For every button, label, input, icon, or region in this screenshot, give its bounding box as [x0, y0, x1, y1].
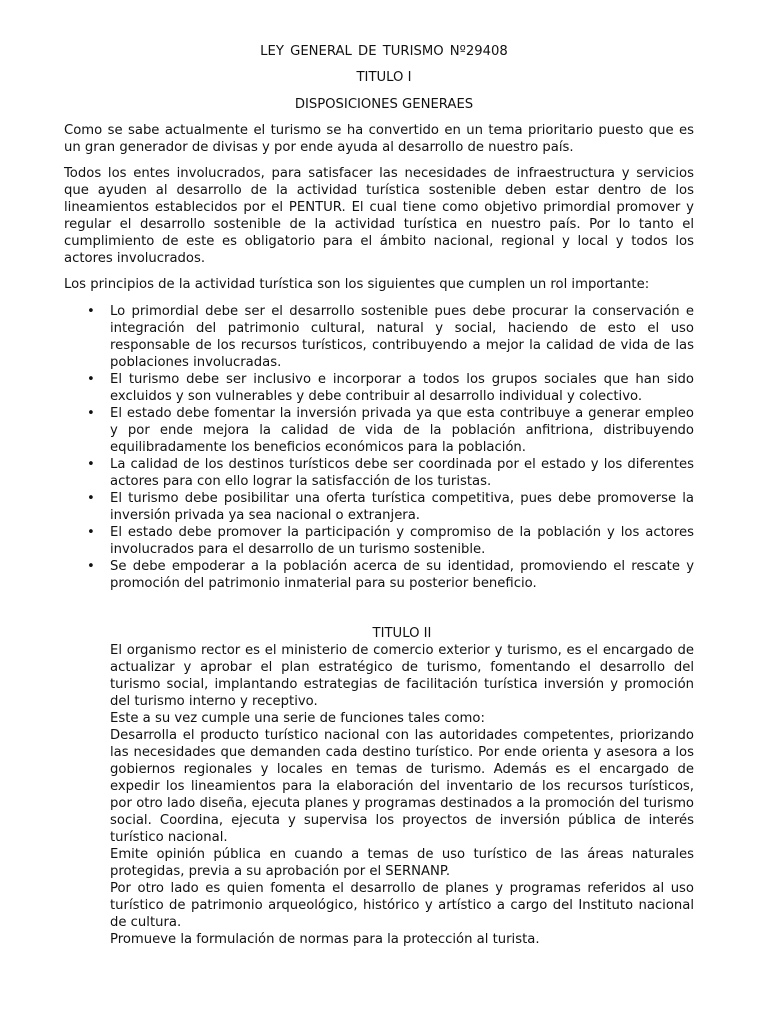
list-item: • La calidad de los destinos turísticos debe ser coordinada por el estado y los diferentes actores para con ello lograr la satisfacción de los turistas.: [84, 456, 694, 490]
list-item: • El turismo debe ser inclusivo e incorporar a todos los grupos sociales que han sido excluidos y son vulnerables y debe contribuir al desarrollo individual y colectivo.: [84, 371, 694, 405]
rector-paragraph: El organismo rector es el ministerio de comercio exterior y turismo, es el encargado de actualizar y aprobar el plan estratégico de turismo, fomentando el desarrollo del turismo social, implantando estrategias de facilitación turística inversión y promoción del turismo interno y receptivo.: [110, 643, 694, 709]
list-item: • El turismo debe posibilitar una oferta turística competitiva, pues debe promoverse la inversión privada ya sea nacional o extranjera.: [84, 490, 694, 524]
functions-intro: Este a su vez cumple una serie de funciones tales como:: [110, 711, 485, 726]
opinion-paragraph: Emite opinión pública en cuando a temas de uso turístico de las áreas naturales protegidas, previa a su aprobación por el SERNANP.: [110, 847, 694, 879]
actors-paragraph: Todos los entes involucrados, para satisfacer las necesidades de infraestructura y servicios que ayuden al desarrollo de la actividad turística sostenible deben estar dentro de los lineamientos establecidos por el PENTUR. El cual tiene como objetivo primordial promover y regular el desarrollo sostenible de la actividad turística en nuestro país. Por lo tanto el cumplimiento de este es obligatorio para el ámbito nacional, regional y local y todos los actores involucrados.: [64, 166, 694, 266]
principles-list: [84, 303, 694, 592]
document-title: LEY GENERAL DE TURISMO Nº29408: [260, 44, 508, 59]
list-item: • Lo primordial debe ser el desarrollo sostenible pues debe procurar la conservación e integración del patrimonio cultural, natural y social, haciendo de esto el uso responsable de los recursos turísticos, contribuyendo a mejor la calidad de vida de las poblaciones involucradas.: [84, 303, 694, 371]
list-item: • El estado debe fomentar la inversión privada ya que esta contribuye a generar empleo y por ende mejora la calidad de vida de la población anfitriona, distribuyendo equilibradamente los beneficios económicos para la población.: [84, 405, 694, 456]
principles-intro: Los principios de la actividad turística son los siguientes que cumplen un rol importante:: [64, 277, 650, 292]
titulo-1-heading: TITULO I: [356, 70, 412, 85]
titulo-2-body: [110, 642, 694, 948]
heritage-paragraph: Por otro lado es quien fomenta el desarrollo de planes y programas referidos al uso turístico de patrimonio arqueológico, histórico y artístico a cargo del Instituto nacional de cultura.: [110, 881, 694, 930]
functions-paragraph: Desarrolla el producto turístico nacional con las autoridades competentes, priorizando las necesidades que demanden cada destino turístico. Por ende orienta y asesora a los gobiernos regionales y locales en temas de turismo. Además es el encargado de expedir los lineamientos para la elaboración del inventario de los recursos turísticos, por otro lado diseña, ejecuta planes y programas destinados a la promoción del turismo social. Coordina, ejecuta y supervisa los proyectos de inversión pública de interés turístico nacional.: [110, 728, 694, 845]
titulo-2-heading: TITULO II: [372, 626, 432, 641]
list-item: • El estado debe promover la participación y compromiso de la población y los actores involucrados para el desarrollo de un turismo sostenible.: [84, 524, 694, 558]
protection-paragraph: Promueve la formulación de normas para la protección al turista.: [110, 932, 540, 947]
section-heading: DISPOSICIONES GENERAES: [294, 97, 474, 112]
list-item: • Se debe empoderar a la población acerca de su identidad, promoviendo el rescate y promoción del patrimonio inmaterial para su posterior beneficio.: [84, 558, 694, 592]
intro-paragraph: Como se sabe actualmente el turismo se ha convertido en un tema prioritario puesto que es un gran generador de divisas y por ende ayuda al desarrollo de nuestro país.: [64, 123, 694, 155]
